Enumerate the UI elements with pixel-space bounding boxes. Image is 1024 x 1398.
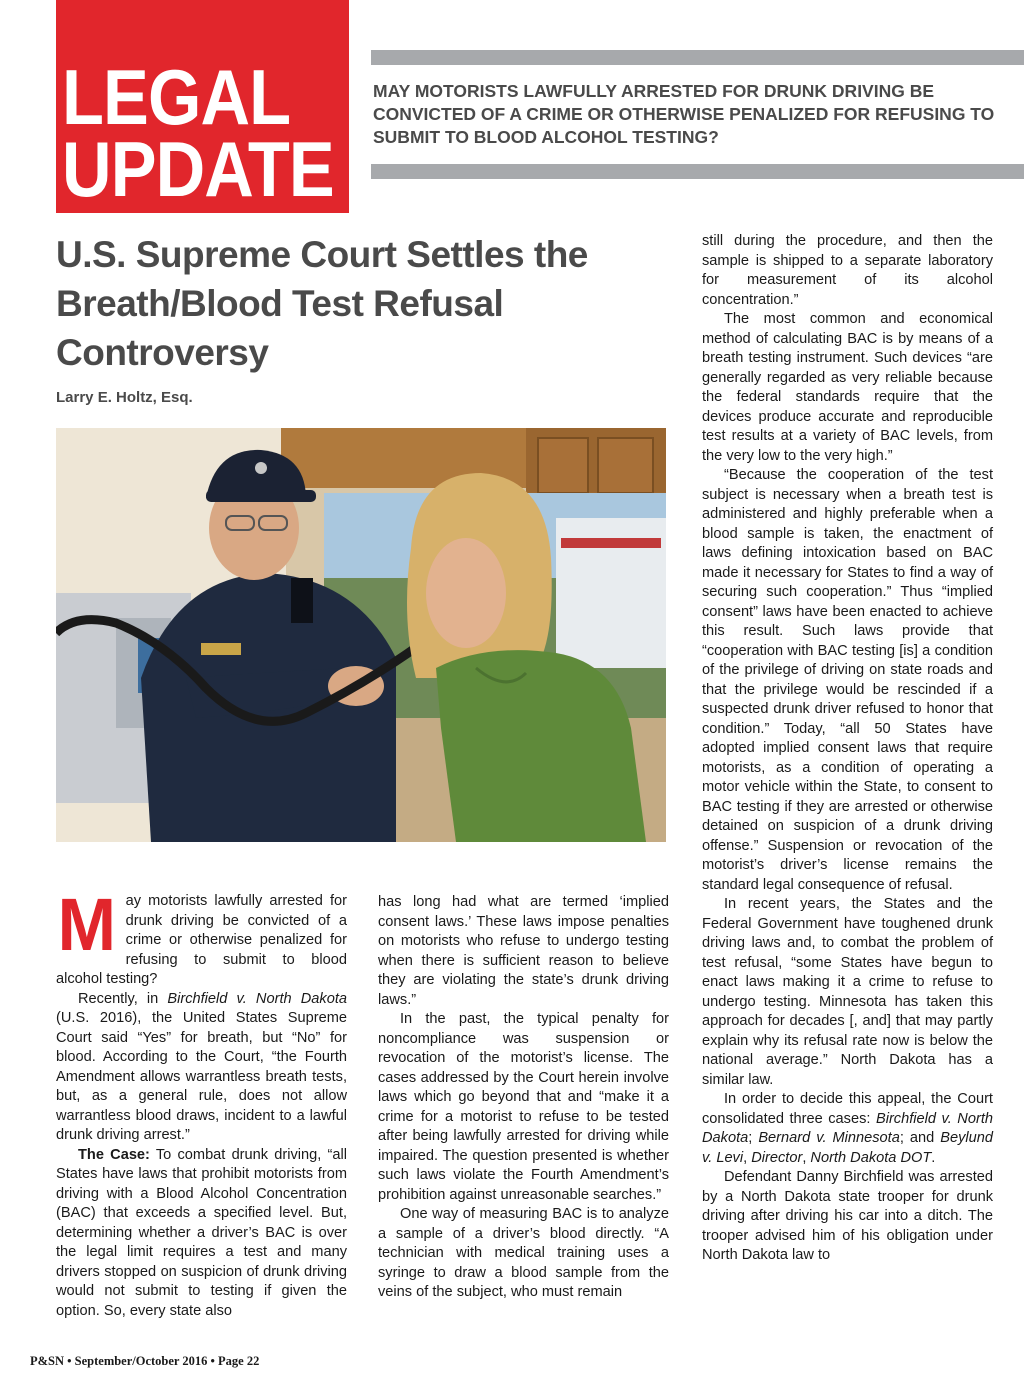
- article-column-3: [702, 232, 993, 1266]
- article-photo: [56, 428, 666, 842]
- case-citation: Birchfield v. North Dakota: [702, 1110, 993, 1146]
- headline-line-1: U.S. Supreme Court Settles the: [56, 234, 588, 275]
- text-span: ; and: [899, 1130, 941, 1146]
- text-span: ;: [748, 1130, 759, 1146]
- article-headline: [56, 230, 676, 377]
- text-span: To combat drunk driving, “all States have laws that prohibit motorists from driving with a Blood Alcohol Concentration (BAC) that exceeds a specified level. But, determining whether a driver’s BAC is over the legal limit requires a test and many drivers stopped on suspicion of drunk driving would not submit to testing if given the option. So, every state also: [56, 1146, 348, 1319]
- paragraph-consolidated-cases: [702, 1090, 993, 1168]
- paragraph-cooperation: “Because the cooperation of the test subject is necessary when a breath test is administered and highly preferable when a blood sample is taken, the enactment of laws defining intoxication based on BAC made it necessary for States to find a way of securing such cooperation.” Thus “implied consent” laws have been enacted to achieve this result. Such laws provide that “cooperation with BAC testing [is] a condition of the privilege of driving on state roads and that the privilege would be rescinded if a suspected drunk driver refused to honor that condition.” Today, “all 50 States have adopted implied consent laws that require motorists, as a condition of operating a motor vehicle within the State, to consent to BAC testing if they are arrested or otherwise detained on suspicion of a drunk driving offense.” Suspension or revocation of the motorist’s driver’s license remains the standard legal consequence of refusal.: [702, 467, 993, 893]
- rule-bottom: [371, 164, 1024, 179]
- breath-test-photo-illustration: [56, 428, 666, 842]
- case-citation: Bernard v. Minnesota: [758, 1130, 900, 1146]
- text-span: In order to decide this appeal, the Court consolidated three cases:: [702, 1091, 993, 1127]
- paragraph-still-during: still during the procedure, and then the sample is shipped to a separate laboratory for measurement of its alcohol concentration.”: [702, 233, 993, 308]
- legal-update-banner: [56, 0, 349, 213]
- paragraph-implied-consent: has long had what are termed ‘implied consent laws.’ These laws impose penalties on motorists who refuse to undergo testing when there is sufficient reason to believe they are violating the state’s drunk driving laws.”: [378, 894, 669, 1008]
- section-label-the-case: The Case:: [78, 1146, 150, 1163]
- paragraph-measuring-bac: One way of measuring BAC is to analyze a sample of a driver’s blood directly. “A technician with medical training uses a syringe to draw a blood sample from the veins of the subject, who must remain: [378, 1206, 669, 1300]
- text-span: ,: [802, 1149, 811, 1166]
- intro-text: ay motorists lawfully arrested for drunk driving be convicted of a crime or otherwise penalized for refusing to submit to blood alcohol testing?: [56, 893, 347, 987]
- banner-word-legal: LEGAL: [62, 53, 291, 141]
- text-span: ,: [743, 1149, 752, 1166]
- paragraph-in-the-past: In the past, the typical penalty for noncompliance was suspension or revocation of the motorist’s license. The cases addressed by the Court herein involve laws which go beyond that and “make it a crime for a motorist to refuse to be tested after being lawfully arrested for driving while impaired. The question presented is whether such laws violate the Fourth Amendment’s prohibition against unreasonable searches.”: [378, 1011, 669, 1203]
- paragraph-the-case: [56, 1146, 347, 1322]
- paragraph-recently: [56, 990, 347, 1146]
- paragraph-birchfield: Defendant Danny Birchfield was arrested by a North Dakota state trooper for drunk driving after driving his car into a ditch. The trooper advised him of his obligation under North Dakota law to: [702, 1169, 993, 1263]
- banner-question: MAY MOTORISTS LAWFULLY ARRESTED FOR DRUNK DRIVING BE CONVICTED OF A CRIME OR OTHERWISE PENALIZED FOR REFUSING TO SUBMIT TO BLOOD ALCOHOL TESTING?: [373, 81, 995, 147]
- case-citation: Director: [751, 1149, 803, 1166]
- banner-word-update: UPDATE: [62, 125, 334, 213]
- paragraph-recent-years: In recent years, the States and the Federal Government have toughened drunk driving laws and, to combat the problem of test refusal, “some States have begun to enact laws making it a crime to refuse to undergo testing. Minnesota has taken this approach for decades [, and] that may partly explain why its refusal rate now is below the national average.” North Dakota has a similar law.: [702, 896, 993, 1088]
- page-footer: P&SN • September/October 2016 • Page 22: [30, 1354, 260, 1368]
- paragraph-breath-testing: The most common and economical method of calculating BAC is by means of a breath testing instrument. Such devices “are generally regarded as very reliable because the federal standards require that the devices produce accurate and reproducible test results at a variety of BAC levels, from the very low to the very high.”: [702, 311, 993, 464]
- text-span: (U.S. 2016), the United States Supreme Court said “Yes” for breath, but “No” for blood. According to the Court, “the Fourth Amendment allows warrantless breath tests, but, as a general rule, does not allow warrantless blood draws, incident to a lawful drunk driving arrest.”: [56, 1010, 347, 1143]
- drop-cap: M: [57, 883, 117, 966]
- case-citation: Birchfield v. North Dakota: [167, 990, 347, 1007]
- article-column-1: [56, 883, 348, 1321]
- rule-top: [371, 50, 1024, 65]
- intro-paragraph: [56, 883, 347, 990]
- article-author: Larry E. Holtz, Esq.: [56, 389, 193, 406]
- headline-line-3: Controversy: [56, 332, 269, 373]
- case-citation: North Dakota DOT: [810, 1149, 932, 1166]
- text-span: Recently, in: [78, 990, 168, 1007]
- case-citation: Beylund v. Levi: [702, 1130, 994, 1166]
- headline-line-2: Breath/Blood Test Refusal: [56, 283, 504, 324]
- text-span: .: [931, 1149, 936, 1166]
- article-column-2: [378, 893, 669, 1303]
